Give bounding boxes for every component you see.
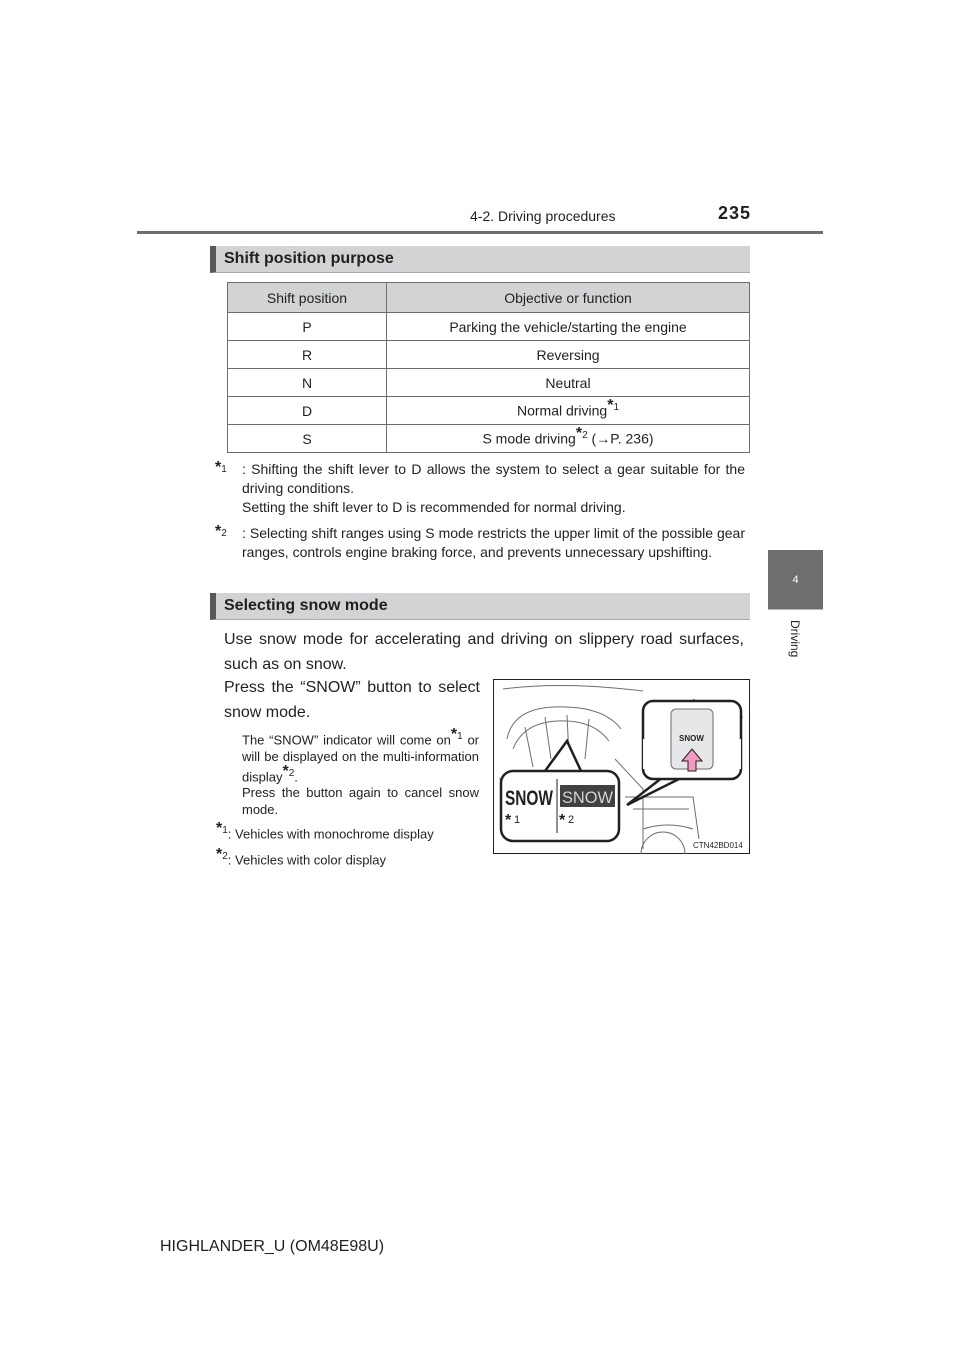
footnote-mark: * [607, 397, 614, 415]
footnote-number: 2 [221, 528, 227, 539]
footnote-mark: * [575, 425, 583, 443]
table-cell-position: S [228, 425, 387, 453]
footnote-text: : Shifting the shift lever to D allows the system to select a gear suitable for the driving conditions. [242, 461, 745, 496]
snow-button-label: SNOW [679, 734, 704, 743]
table-cell-position: P [228, 313, 387, 341]
footnote-1 [215, 460, 745, 517]
snow-intro: Use snow mode for accelerating and driving on slippery road surfaces, such as on snow. [224, 631, 744, 673]
table-row [228, 397, 750, 425]
table-cell-function [387, 397, 750, 425]
snow-cancel-text: Press the button again to cancel snow mode. [242, 785, 479, 817]
table-cell-function: Parking the vehicle/starting the engine [387, 313, 750, 341]
illustration-code: CTN42BD014 [693, 841, 743, 850]
footnote-number: 1 [221, 464, 227, 475]
footnote-text: : Selecting shift ranges using S mode restricts the upper limit of the possible gear ranges, controls engine braking force, and prevents unnecessary upshifting. [242, 525, 745, 560]
table-cell-position: D [228, 397, 387, 425]
header-rule [137, 231, 823, 234]
footnote-number: 2 [222, 851, 228, 862]
page-reference: (→P. 236) [591, 430, 654, 447]
table-cell-position: N [228, 369, 387, 397]
snow-footnote-1 [216, 822, 434, 842]
footnote-text: : Vehicles with monochrome display [227, 826, 434, 842]
indicator-mono: SNOW [505, 787, 554, 810]
snow-footnote-2 [216, 848, 386, 868]
table-header: Shift position [228, 283, 387, 313]
footnote-mark: * [282, 763, 289, 781]
label-mark-2: * [559, 812, 566, 829]
table-cell-position: R [228, 341, 387, 369]
function-text: Normal driving [516, 402, 608, 419]
table-cell-function [387, 425, 750, 453]
detail-text: The “SNOW” indicator will come on [242, 732, 451, 748]
shift-position-table [227, 282, 750, 453]
table-row [228, 341, 750, 369]
table-row [228, 369, 750, 397]
footnote-number: 1 [457, 731, 463, 742]
footnote-mark: * [215, 459, 222, 476]
table-header-row [228, 283, 750, 313]
footnote-mark: * [216, 820, 223, 837]
snow-section-title: Selecting snow mode [224, 597, 388, 614]
footnote-number: 1 [222, 825, 228, 836]
footnote-2 [215, 524, 745, 562]
section-title: 4-2. Driving procedures [470, 208, 616, 224]
footnote-mark: * [216, 846, 223, 863]
function-text: S mode driving [482, 430, 576, 447]
snow-section-header [210, 593, 750, 620]
footnote-text: : Vehicles with color display [227, 852, 387, 868]
table-cell-function: Reversing [387, 341, 750, 369]
table-cell-function: Neutral [387, 369, 750, 397]
shift-section-title: Shift position purpose [224, 250, 394, 267]
chapter-label: Driving [788, 620, 802, 658]
footnote-number: 2 [288, 768, 295, 780]
snow-instruction: Press the “SNOW” button to select snow mode. [224, 679, 480, 721]
chapter-tab-rule [768, 609, 823, 610]
table-row [228, 425, 750, 453]
shift-section-header [210, 246, 750, 273]
detail-text: . [294, 769, 298, 785]
table-header: Objective or function [387, 283, 750, 313]
snow-detail [242, 728, 479, 786]
snow-mode-illustration [493, 679, 750, 854]
page-number: 235 [718, 203, 752, 223]
footnote-number: 2 [582, 430, 588, 442]
chapter-number: 4 [792, 574, 799, 586]
label-mark-1: * [505, 812, 512, 829]
label-2: 2 [568, 814, 575, 826]
indicator-color: SNOW [562, 788, 613, 807]
footnote-text-2: Setting the shift lever to D is recommended for normal driving. [242, 499, 626, 515]
label-1: 1 [514, 814, 521, 826]
table-row [228, 313, 750, 341]
footnote-mark: * [450, 726, 458, 743]
detail-text: or will be displayed on the multi-information display [242, 732, 479, 785]
footnote-mark: * [215, 523, 222, 540]
footnote-number: 1 [613, 402, 620, 414]
footer-model: HIGHLANDER_U (OM48E98U) [160, 1238, 385, 1255]
